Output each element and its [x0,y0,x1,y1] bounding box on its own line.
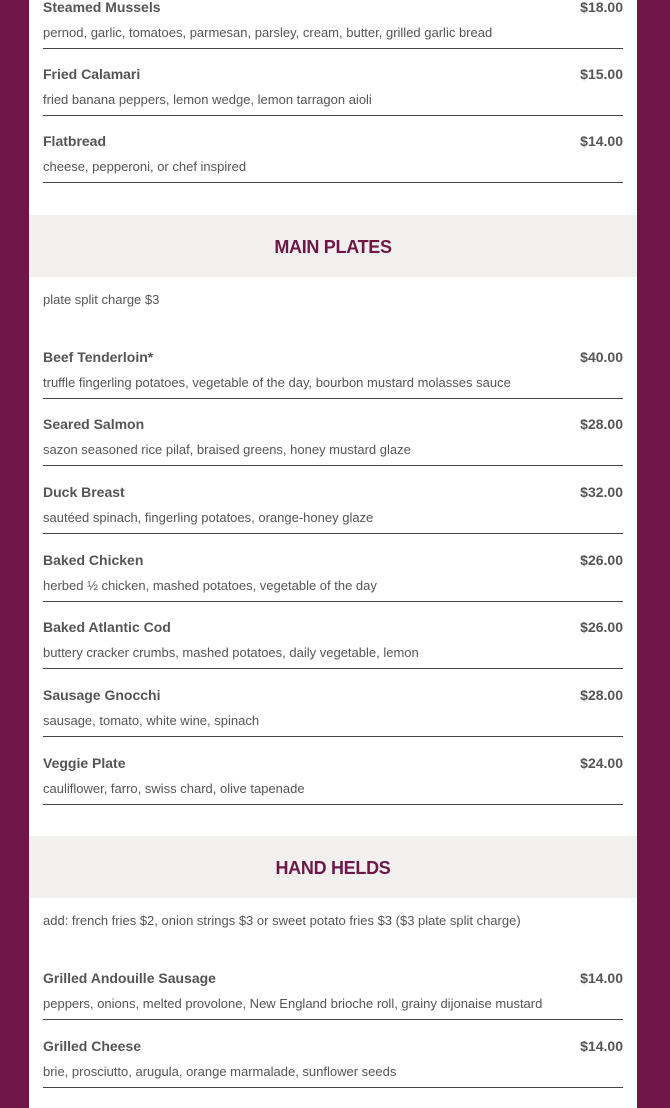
menu-item-description: herbed ½ chicken, mashed potatoes, vegetable of the day [43,578,377,593]
menu-item-price: $32.00 [580,484,623,500]
menu-item-description: sazon seasoned rice pilaf, braised greens, honey mustard glaze [43,442,411,457]
divider [43,1087,623,1088]
menu-item-name: Grilled Andouille Sausage [43,970,216,986]
menu-item-description: sausage, tomato, white wine, spinach [43,713,260,728]
section-header-main-plates [29,215,637,277]
menu-item-price: $14.00 [580,133,623,149]
menu-item-description: cheese, pepperoni, or chef inspired [43,159,247,174]
section-note: add: french fries $2, onion strings $3 or sweet potato fries $3 ($3 plate split charge) [43,913,521,928]
divider [43,804,623,805]
menu-page [29,0,637,1108]
divider [43,736,623,737]
divider [43,48,623,49]
menu-item-price: $18.00 [580,0,623,15]
section-title: HAND HELDS [275,858,391,878]
divider [43,182,623,183]
divider [43,115,623,116]
menu-item-description: cauliflower, farro, swiss chard, olive tapenade [43,781,305,796]
menu-item-price: $14.00 [580,970,623,986]
menu-item-name: Grilled Cheese [43,1038,142,1054]
menu-item-price: $15.00 [580,66,623,82]
menu-item-name: Baked Atlantic Cod [43,619,171,635]
menu-item-price: $40.00 [580,349,623,365]
menu-item-description: buttery cracker crumbs, mashed potatoes, daily vegetable, lemon [43,645,419,660]
divider [43,668,623,669]
menu-item-name: Steamed Mussels [43,0,161,15]
menu-item-description: brie, prosciutto, arugula, orange marmalade, sunflower seeds [43,1064,397,1079]
menu-item-description: fried banana peppers, lemon wedge, lemon tarragon aioli [43,92,372,107]
menu-item-name: Fried Calamari [43,66,141,82]
menu-item-description: pernod, garlic, tomatoes, parmesan, parsley, cream, butter, grilled garlic bread [43,25,493,40]
section-header-hand-helds [29,836,637,898]
section-title: MAIN PLATES [274,237,392,257]
menu-item-price: $28.00 [580,416,623,432]
menu-item-price: $28.00 [580,687,623,703]
menu-item-name: Veggie Plate [43,755,126,771]
menu-item-name: Beef Tenderloin* [43,349,154,365]
menu-item-price: $26.00 [580,552,623,568]
menu-item-price: $24.00 [580,755,623,771]
menu-item-description: truffle fingerling potatoes, vegetable of the day, bourbon mustard molasses sauce [43,375,511,390]
divider [43,601,623,602]
menu-item-name: Duck Breast [43,484,125,500]
menu-item-price: $26.00 [580,619,623,635]
divider [43,1019,623,1020]
divider [43,398,623,399]
section-note: plate split charge $3 [43,292,160,307]
divider [43,465,623,466]
menu-item-description: peppers, onions, melted provolone, New England brioche roll, grainy dijonaise mustard [43,996,543,1011]
menu-item-name: Baked Chicken [43,552,144,568]
menu-item-name: Seared Salmon [43,416,145,432]
menu-item-description: sautéed spinach, fingerling potatoes, orange-honey glaze [43,510,374,525]
menu-item-name: Flatbread [43,133,107,149]
menu-item-price: $14.00 [580,1038,623,1054]
menu-item-name: Sausage Gnocchi [43,687,161,703]
divider [43,533,623,534]
